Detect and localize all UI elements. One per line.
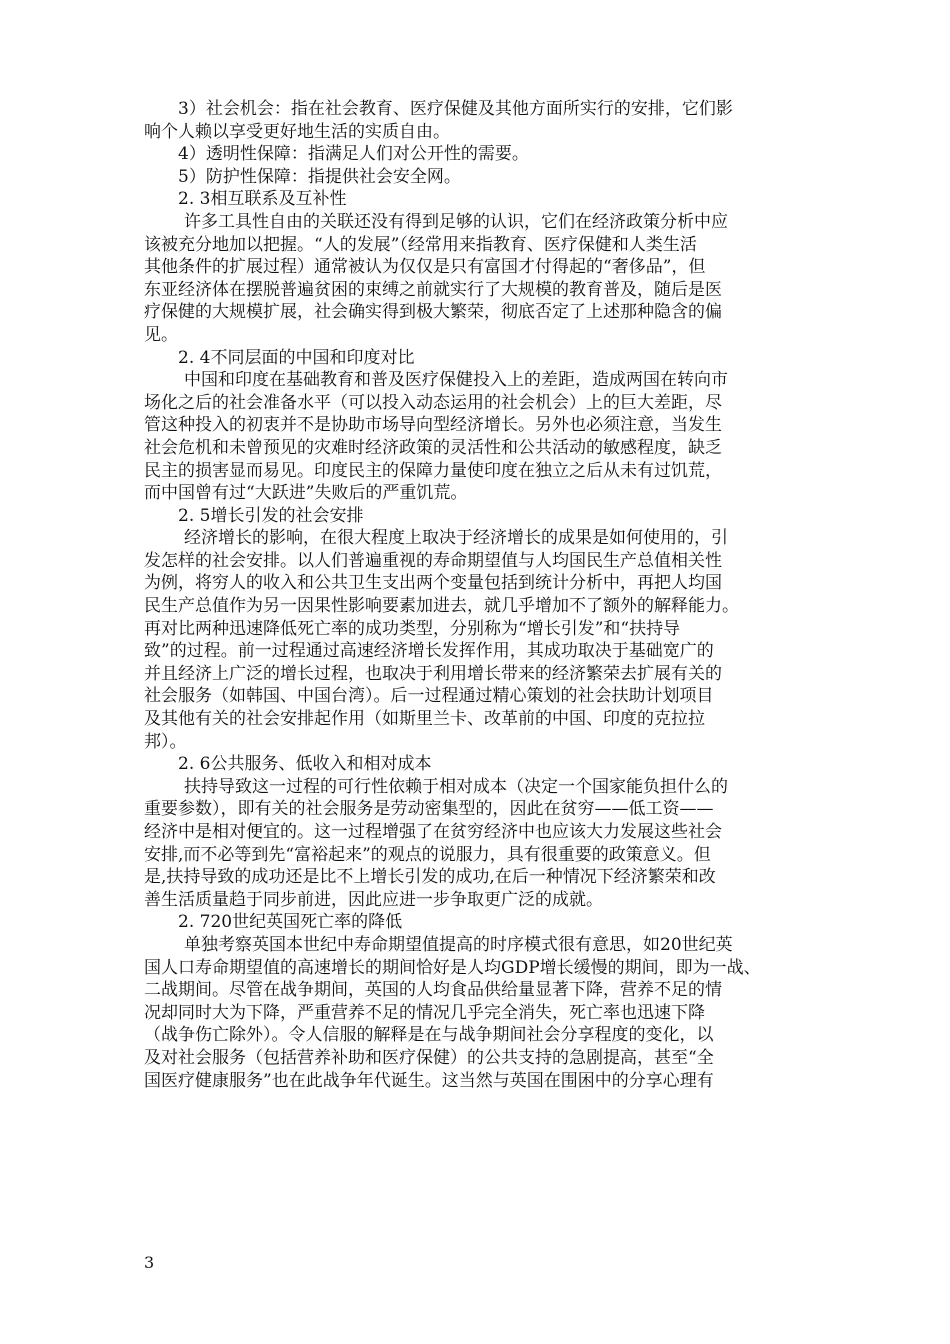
- text-line: 许多工具性自由的关联还没有得到足够的认识，它们在经济政策分析中应: [184, 211, 728, 232]
- text-line: 善生活质量趋于同步前进，因此应进一步争取更广泛的成就。: [144, 889, 603, 910]
- text-line: 2. 5增长引发的社会安排: [178, 505, 364, 526]
- text-line: 管这种投入的初衷并不是协助市场导向型经济增长。另外也必须注意，当发生: [144, 415, 722, 436]
- text-line: 民主的损害显而易见。印度民主的保障力量使印度在独立之后从未有过饥荒，: [144, 460, 722, 481]
- text-line: 为例，将穷人的收入和公共卫生支出两个变量包括到统计分析中，再把人均国: [144, 573, 722, 594]
- text-line: 再对比两种迅速降低死亡率的成功类型，分别称为“增长引发”和“扶持导: [144, 618, 681, 639]
- text-line: 发怎样的社会安排。以人们普遍重视的寿命期望值与人均国民生产总值相关性: [144, 550, 722, 571]
- text-line: 该被充分地加以把握。“人的发展”（经常用来指教育、医疗保健和人类生活: [144, 234, 697, 255]
- text-line: 扶持导致这一过程的可行性依赖于相对成本（决定一个国家能负担什么的: [184, 776, 728, 797]
- text-line: 2. 720世纪英国死亡率的降低: [178, 912, 403, 933]
- text-line: 社会服务（如韩国、中国台湾）。后一过程通过精心策划的社会扶助计划项目: [144, 686, 714, 707]
- text-line: 单独考察英国本世纪中寿命期望值提高的时序模式很有意思，如20世纪英: [184, 934, 733, 955]
- text-line: 5）防护性保障：指提供社会安全网。: [178, 166, 461, 187]
- text-line: 场化之后的社会准备水平（可以投入动态运用的社会机会）上的巨大差距，尽: [144, 392, 722, 413]
- text-line: 2. 4不同层面的中国和印度对比: [178, 347, 415, 368]
- text-line: 国医疗健康服务”也在此战争年代诞生。这当然与英国在围困中的分享心理有: [144, 1070, 714, 1091]
- text-line: 并且经济上广泛的增长过程，也取决于利用增长带来的经济繁荣去扩展有关的: [144, 663, 722, 684]
- text-line: 安排,而不必等到先“富裕起来”的观点的说服力，具有很重要的政策意义。但: [144, 844, 711, 865]
- text-line: 响个人赖以享受更好地生活的实质自由。: [144, 121, 450, 142]
- text-line: 见。: [144, 324, 178, 345]
- text-line: 经济中是相对便宜的。这一过程增强了在贫穷经济中也应该大力发展这些社会: [144, 822, 722, 842]
- text-line: 重要参数），即有关的社会服务是劳动密集型的，因此在贫穷——低工资——: [144, 799, 714, 820]
- text-line: 社会危机和未曾预见的灾难时经济政策的灵活性和公共活动的敏感程度，缺乏: [144, 437, 722, 458]
- text-line: 经济增长的影响，在很大程度上取决于经济增长的成果是如何使用的，引: [184, 528, 728, 549]
- text-line: 二战期间。尽管在战争期间，英国的人均食品供给量显著下降，营养不足的情: [144, 980, 722, 1001]
- text-line: 及其他有关的社会安排起作用（如斯里兰卡、改革前的中国、印度的克拉拉: [144, 709, 705, 730]
- text-line: 邦）。: [144, 731, 187, 752]
- text-line: 致”的过程。前一过程通过高速经济增长发挥作用，其成功取决于基础宽广的: [144, 641, 714, 662]
- text-line: （战争伤亡除外）。令人信服的解释是在与战争期间社会分享程度的变化，以: [144, 1025, 714, 1046]
- text-line: 4）透明性保障：指满足人们对公开性的需要。: [178, 144, 529, 165]
- text-line: 中国和印度在基础教育和普及医疗保健投入上的差距，造成两国在转向市: [184, 370, 728, 391]
- text-line: 2. 6公共服务、低收入和相对成本: [178, 754, 432, 775]
- text-line: 是,扶持导致的成功还是比不上增长引发的成功,在后一种情况下经济繁荣和改: [144, 867, 716, 888]
- text-line: 民生产总值作为另一因果性影响要素加进去，就几乎增加不了额外的解释能力。: [144, 596, 739, 617]
- text-line: 3）社会机会：指在社会教育、医疗保健及其他方面所实行的安排，它们影: [178, 99, 733, 119]
- page-number: 3: [144, 1253, 155, 1272]
- text-line: 疗保健的大规模扩展，社会确实得到极大繁荣，彻底否定了上述那种隐含的偏: [144, 302, 722, 323]
- text-line: 及对社会服务（包括营养补助和医疗保健）的公共支持的急剧提高，甚至“全: [144, 1047, 714, 1068]
- text-line: 国人口寿命期望值的高速增长的期间恰好是人均GDP增长缓慢的期间，即为一战、: [144, 957, 761, 978]
- text-line: 而中国曾有过“大跃进”失败后的严重饥荒。: [144, 483, 468, 504]
- body-text: [144, 98, 820, 1092]
- text-line: 其他条件的扩展过程）通常被认为仅仅是只有富国才付得起的“奢侈品”，但: [144, 257, 706, 278]
- text-line: 2. 3相互联系及互补性: [178, 189, 347, 210]
- text-line: 东亚经济体在摆脱普遍贫困的束缚之前就实行了大规模的教育普及，随后是医: [144, 279, 722, 300]
- text-line: 况却同时大为下降，严重营养不足的情况几乎完全消失，死亡率也迅速下降: [144, 1002, 705, 1023]
